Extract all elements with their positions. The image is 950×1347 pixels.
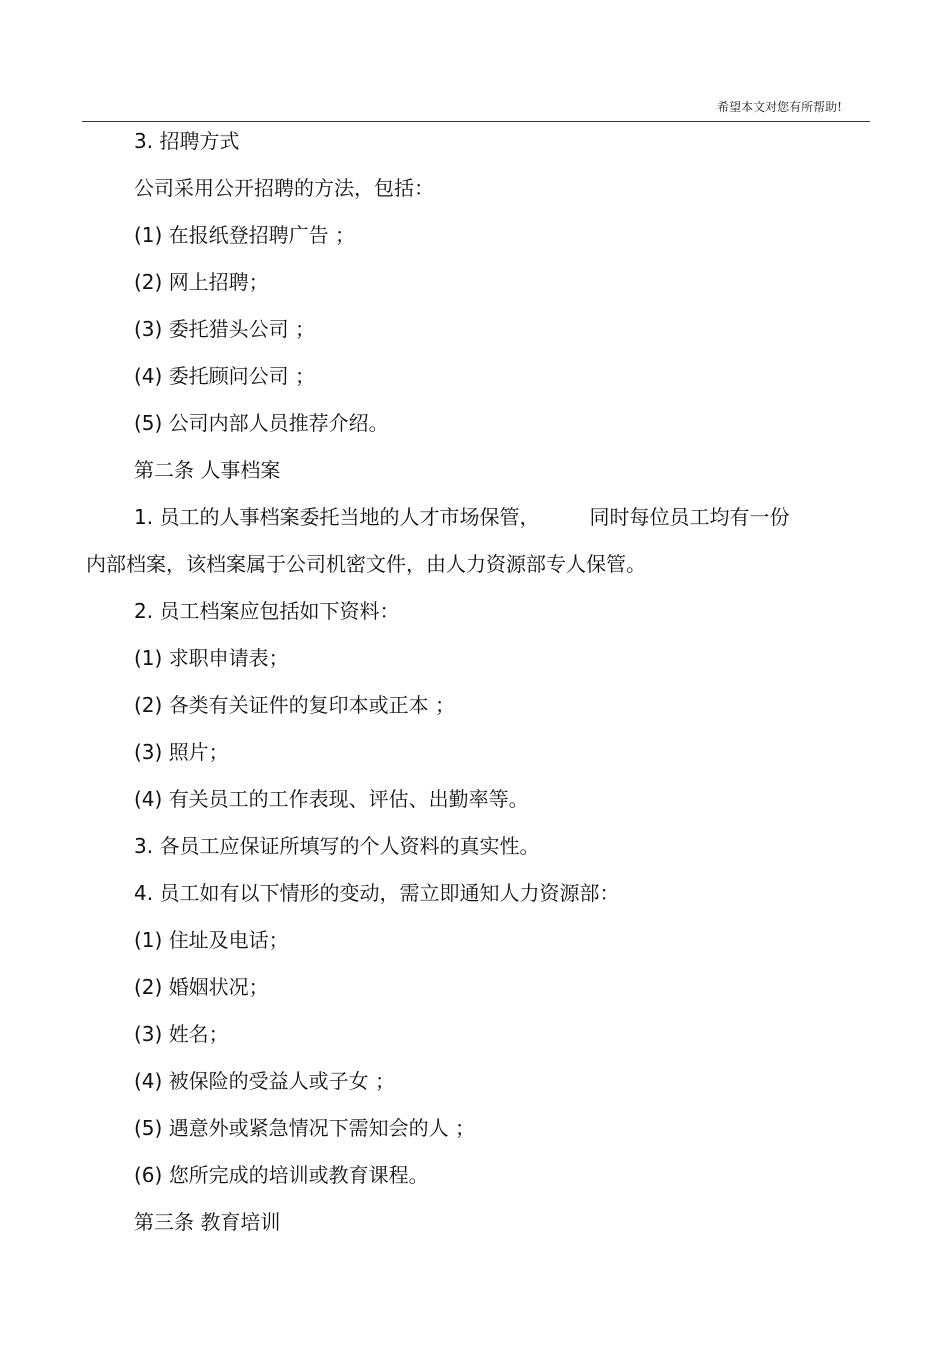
list-item <box>0 400 950 447</box>
list-item <box>0 306 950 353</box>
list-item-text: (5) 公司内部人员推荐介绍。 <box>134 411 389 435</box>
header-note: 希望本文对您有所帮助! <box>717 100 842 114</box>
list-item <box>0 353 950 400</box>
paragraph-text: 3. 各员工应保证所填写的个人资料的真实性。 <box>134 834 540 858</box>
list-item <box>0 635 950 682</box>
list-item <box>0 1105 950 1152</box>
article-heading <box>0 1199 950 1246</box>
list-item <box>0 1152 950 1199</box>
list-item-text: (2) 婚姻状况； <box>134 975 269 999</box>
paragraph-text: 2. 员工档案应包括如下资料： <box>134 599 400 623</box>
list-item-text: (4) 有关员工的工作表现、评估、出勤率等。 <box>134 787 529 811</box>
paragraph-text: 4. 员工如有以下情形的变动，需立即通知人力资源部： <box>134 881 620 905</box>
list-item <box>0 964 950 1011</box>
paragraph-text <box>134 494 789 541</box>
paragraph-continuation <box>0 541 950 588</box>
list-item <box>0 1011 950 1058</box>
list-item-text: (1) 在报纸登招聘广告 ； <box>134 223 356 247</box>
list-item <box>0 259 950 306</box>
list-item-text: (5) 遇意外或紧急情况下需知会的人 ； <box>134 1116 476 1140</box>
paragraph <box>0 494 950 541</box>
list-item-text: (3) 姓名； <box>134 1022 229 1046</box>
list-item-text: (3) 照片； <box>134 740 229 764</box>
list-item-text: (1) 求职申请表； <box>134 646 289 670</box>
article-title: 第三条 教育培训 <box>134 1210 281 1234</box>
list-item <box>0 917 950 964</box>
list-item <box>0 729 950 776</box>
paragraph-text: 内部档案，该档案属于公司机密文件，由人力资源部专人保管。 <box>86 552 646 576</box>
paragraph-text: 3. 招聘方式 <box>134 129 240 153</box>
paragraph <box>0 165 950 212</box>
list-item-text: (2) 网上招聘； <box>134 270 269 294</box>
list-item <box>0 776 950 823</box>
section-heading <box>0 118 950 165</box>
list-item <box>0 1058 950 1105</box>
list-item-text: (3) 委托猎头公司 ； <box>134 317 316 341</box>
list-item-text: (4) 被保险的受益人或子女 ； <box>134 1069 396 1093</box>
document-body <box>0 118 950 1246</box>
article-heading <box>0 447 950 494</box>
list-item-text: (1) 住址及电话； <box>134 928 289 952</box>
list-item <box>0 212 950 259</box>
paragraph-text-part: 1. 员工的人事档案委托当地的人才市场保管， <box>134 505 540 529</box>
paragraph <box>0 870 950 917</box>
list-item-text: (4) 委托顾问公司 ； <box>134 364 316 388</box>
list-item-text: (6) 您所完成的培训或教育课程。 <box>134 1163 429 1187</box>
list-item <box>0 682 950 729</box>
paragraph-text-part: 同时每位员工均有一份 <box>589 505 790 529</box>
list-item-text: (2) 各类有关证件的复印本或正本 ； <box>134 693 456 717</box>
paragraph <box>0 588 950 635</box>
paragraph-text: 公司采用公开招聘的方法，包括： <box>134 176 434 200</box>
paragraph <box>0 823 950 870</box>
article-title: 第二条 人事档案 <box>134 458 281 482</box>
